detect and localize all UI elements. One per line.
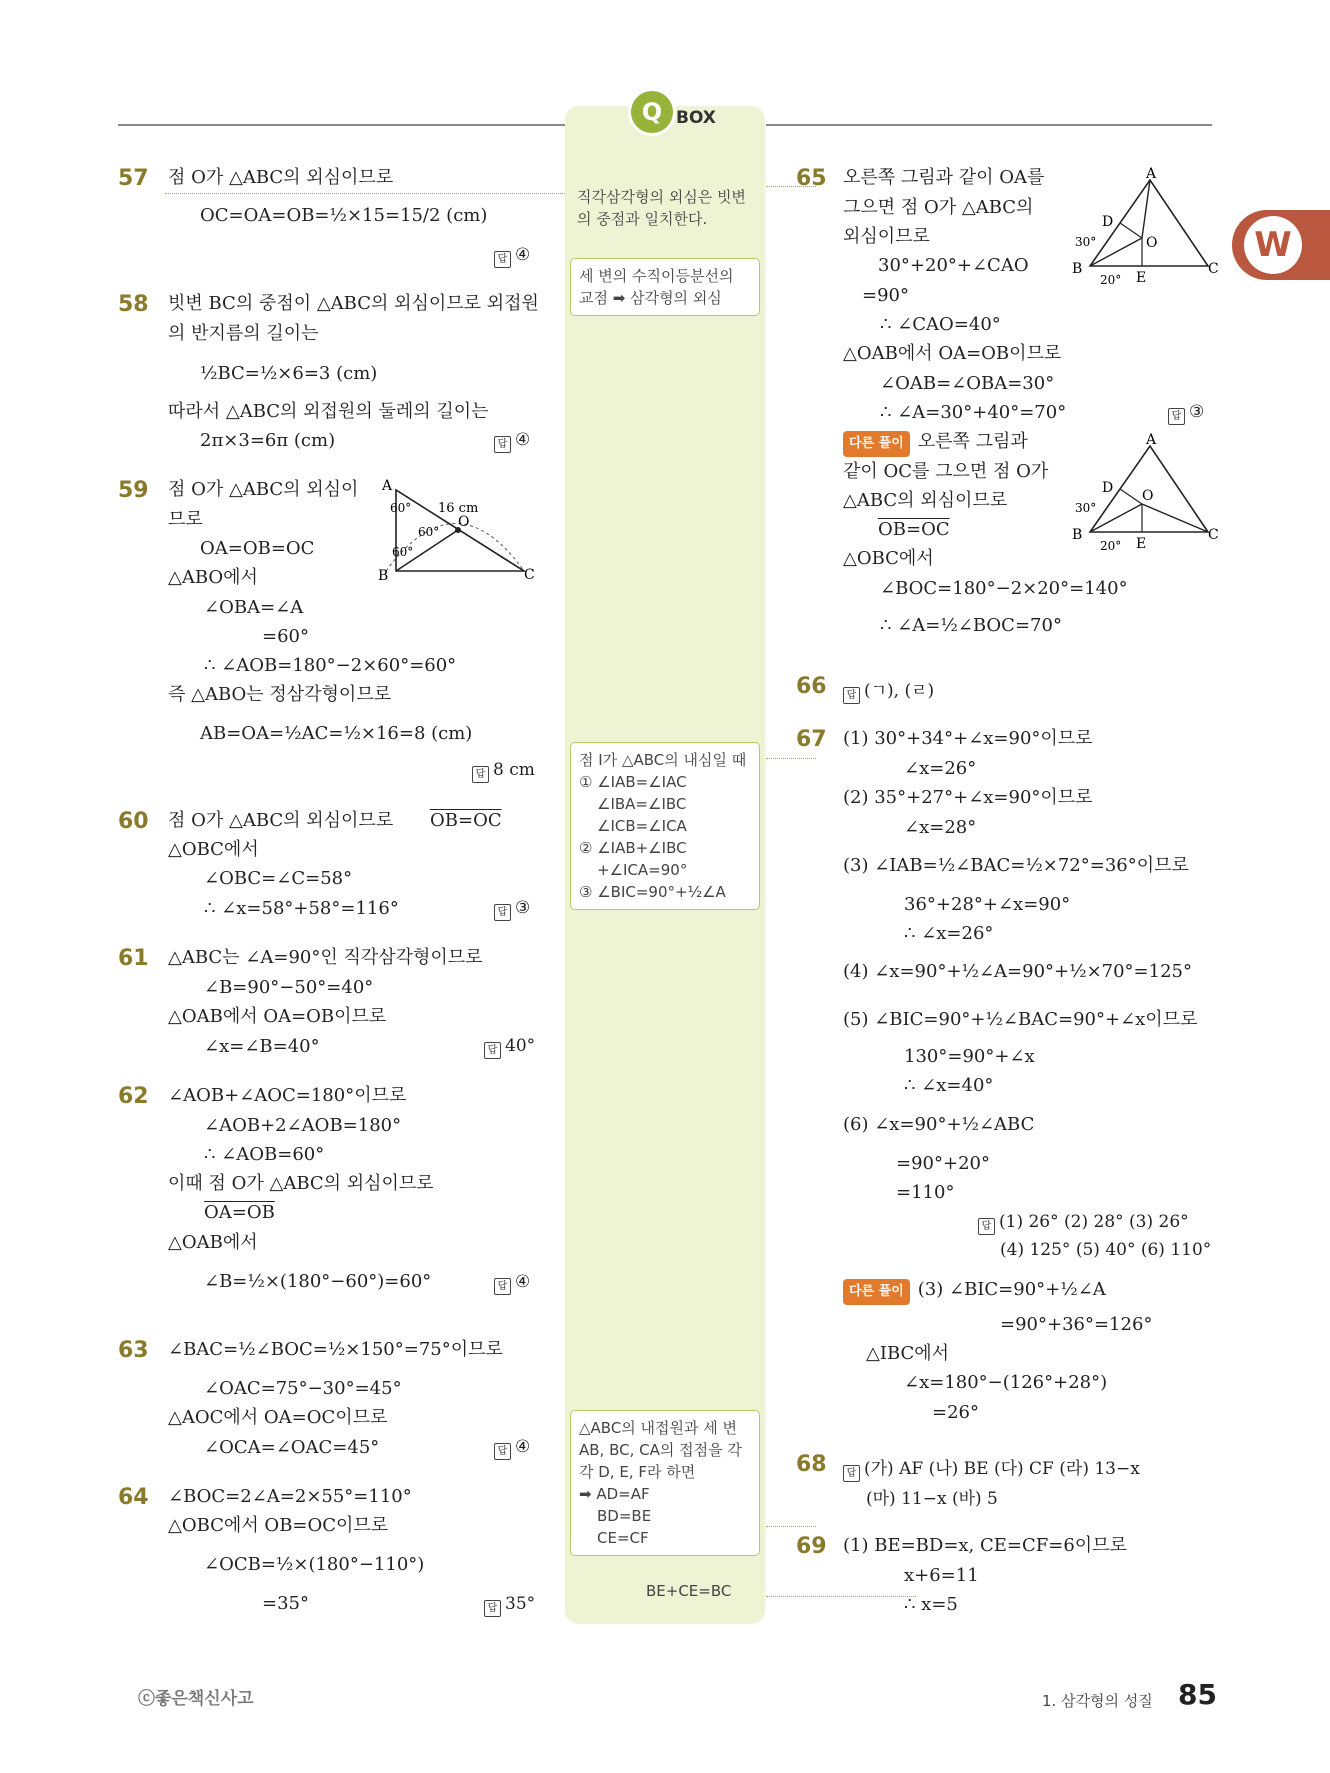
label-b: B — [378, 568, 389, 584]
answer-icon: 답 — [843, 1465, 860, 1482]
solution-line: 30°+20°+∠CAO — [878, 255, 1029, 276]
problem-number: 68 — [796, 1452, 827, 1477]
solution-line: ∠x=26° — [904, 758, 977, 779]
solution-line: (3) ∠IAB=½∠BAC=½×72°=36°이므로 — [843, 855, 1189, 876]
solution-line: =110° — [896, 1182, 955, 1203]
solution-line: ∠OCB=½×(180°−110°) — [204, 1554, 425, 1575]
alt-solution-line: △IBC에서 — [866, 1343, 950, 1364]
problem-number: 62 — [118, 1084, 149, 1109]
solution-line: 이때 점 O가 △ABC의 외심이므로 — [168, 1173, 434, 1194]
solution-line: ∴ ∠AOB=60° — [204, 1144, 325, 1165]
label-d: D — [1102, 214, 1114, 230]
answer-icon: 답 — [1168, 408, 1185, 425]
solution-line: OA=OB=OC — [200, 538, 315, 559]
w-logo-icon: W — [1244, 216, 1302, 274]
answer-continued: (4) 125° (5) 40° (6) 110° — [1000, 1240, 1212, 1260]
segment — [1090, 238, 1142, 266]
answer — [978, 1212, 1189, 1235]
label-angle: 20° — [1100, 273, 1122, 287]
label-angle: 60° — [392, 545, 414, 559]
solution-line: △ABO에서 — [168, 567, 258, 588]
label-length: 16 cm — [438, 501, 479, 516]
alt-solution-line: △OBC에서 — [843, 548, 934, 569]
chapter-title: 1. 삼각형의 성질 — [1042, 1692, 1153, 1710]
label-e: E — [1136, 270, 1147, 286]
answer-value: ③ — [515, 898, 531, 918]
problem-number: 57 — [118, 166, 149, 191]
solution-line: (6) ∠x=90°+½∠ABC — [843, 1114, 1035, 1135]
answer-value: ③ — [1189, 402, 1205, 422]
answer-icon: 답 — [472, 766, 489, 783]
label-angle: 60° — [390, 501, 412, 515]
answer-value: ④ — [515, 430, 531, 450]
page-number: 85 — [1178, 1678, 1217, 1711]
answer — [472, 760, 535, 783]
problem-number: 64 — [118, 1485, 149, 1510]
solution-line: =90°+20° — [896, 1153, 990, 1174]
solution-line: (1) 30°+34°+∠x=90°이므로 — [843, 728, 1093, 749]
answer-value: (가) AF (나) BE (다) CF (라) 13−x — [864, 1459, 1140, 1479]
solution-line: ∠OAB=∠OBA=30° — [880, 373, 1055, 394]
connector — [766, 1596, 916, 1597]
note-line: BD=BE — [597, 1507, 652, 1525]
alt-text: (3) ∠BIC=90°+½∠A — [917, 1279, 1106, 1300]
note-line: ∠ICB=∠ICA — [597, 817, 687, 835]
answer — [494, 1437, 530, 1460]
solution-line: AB=OA=½AC=½×16=8 (cm) — [200, 723, 473, 744]
solution-line: (2) 35°+27°+∠x=90°이므로 — [843, 787, 1093, 808]
solution-line: ∠x=28° — [904, 817, 977, 838]
solution-line: △OAB에서 — [168, 1232, 258, 1253]
label-angle: 60° — [418, 525, 440, 539]
solution-line: △OBC에서 — [168, 839, 259, 860]
answer-value: 35° — [505, 1594, 536, 1614]
solution-line: ∠BOC=2∠A=2×55°=110° — [168, 1486, 412, 1507]
alt-solution-line: △ABC의 외심이므로 — [843, 490, 1008, 511]
label-o: O — [458, 514, 470, 530]
label-d: D — [1102, 480, 1114, 496]
solution-line: (5) ∠BIC=90°+½∠BAC=90°+∠x이므로 — [843, 1009, 1198, 1030]
solution-line: OB=OC — [430, 810, 502, 831]
qbox-note-circumcenter: 직각삼각형의 외심은 빗변의 중점과 일치한다. — [577, 188, 746, 228]
solution-line: (1) BE=BD=x, CE=CF=6이므로 — [843, 1535, 1127, 1556]
answer-icon: 답 — [494, 904, 511, 921]
label-c: C — [1208, 261, 1219, 277]
solution-line: 점 O가 △ABC의 외심이므로 — [168, 810, 394, 831]
answer-icon: 답 — [494, 436, 511, 453]
solution-line: 외심이므로 — [843, 226, 930, 247]
answer-value: (1) 26° (2) 28° (3) 26° — [999, 1212, 1189, 1232]
note-line: 점 I가 △ABC의 내심일 때 — [579, 751, 747, 769]
answer — [843, 676, 934, 704]
solution-line: 그으면 점 O가 △ABC의 — [843, 197, 1034, 218]
problem-number: 69 — [796, 1534, 827, 1559]
label-b: B — [1072, 527, 1083, 543]
note-line: ∠IBA=∠IBC — [597, 795, 687, 813]
solution-line: ∠OCA=∠OAC=45° — [204, 1437, 380, 1458]
solution-line: =35° — [262, 1593, 309, 1614]
publisher-logo: ⓒ좋은책신사고 — [138, 1689, 254, 1709]
label-a: A — [382, 478, 393, 494]
answer-icon: 답 — [494, 1278, 511, 1295]
label-c: C — [524, 567, 535, 583]
qbox-badge-icon: Q — [628, 88, 676, 136]
answer — [494, 245, 530, 268]
top-rule-left — [118, 124, 566, 126]
answer-value: 40° — [505, 1036, 536, 1056]
answer — [843, 1454, 1140, 1482]
solution-line: OA=OB — [204, 1202, 275, 1223]
answer-icon: 답 — [843, 687, 860, 704]
answer-icon: 답 — [484, 1042, 501, 1059]
qbox-note-bisector: 세 변의 수직이등분선의 교점 ➡ 삼각형의 외심 — [570, 258, 760, 316]
label-angle: 30° — [1075, 501, 1097, 515]
solution-line: =90° — [862, 285, 909, 306]
problem-number: 60 — [118, 809, 149, 834]
alt-solution-line: =90°+36°=126° — [1000, 1314, 1153, 1335]
solution-line: ∠AOB+∠AOC=180°이므로 — [168, 1085, 407, 1106]
answer-icon: 답 — [494, 1443, 511, 1460]
segment — [1120, 489, 1142, 504]
qbox-note-sum: BE+CE=BC — [646, 1582, 732, 1600]
qbox-note-incircle — [570, 1410, 760, 1556]
label-c: C — [1208, 527, 1219, 543]
solution-line: △AOC에서 OA=OC이므로 — [168, 1407, 388, 1428]
answer-icon: 답 — [484, 1600, 501, 1617]
solution-line: ∴ ∠CAO=40° — [880, 314, 1001, 335]
segment — [1120, 223, 1142, 238]
solution-line: △OBC에서 OB=OC이므로 — [168, 1515, 389, 1536]
problem-number: 65 — [796, 166, 827, 191]
triangle-figure-59 — [376, 476, 536, 586]
label-b: B — [1072, 261, 1083, 277]
answer-value: ④ — [515, 245, 531, 265]
problem-number: 63 — [118, 1338, 149, 1363]
solution-line: 빗변 BC의 중점이 △ABC의 외심이므로 외접원 — [168, 293, 539, 314]
solution-line: ∠OBA=∠A — [204, 597, 304, 618]
solution-line: ∠B=½×(180°−60°)=60° — [204, 1271, 432, 1292]
solution-line: ∴ x=5 — [904, 1594, 958, 1615]
alt-solution-line: ∠x=180°−(126°+28°) — [904, 1372, 1108, 1393]
answer — [494, 1272, 530, 1295]
answer — [484, 1036, 535, 1059]
answer — [1168, 402, 1204, 425]
answer-icon: 답 — [494, 251, 511, 268]
solution-line: 의 반지름의 길이는 — [168, 323, 319, 344]
alt-solution-line — [843, 430, 1028, 457]
answer-icon: 답 — [978, 1218, 995, 1235]
note-line: ➡ AD=AF — [579, 1485, 650, 1503]
connector — [766, 1526, 816, 1527]
label-a: A — [1146, 166, 1157, 182]
note-line: ① ∠IAB=∠IAC — [579, 773, 687, 791]
solution-line: 점 O가 △ABC의 외심이므로 — [168, 167, 394, 188]
solution-line: ∠B=90°−50°=40° — [204, 977, 374, 998]
answer — [494, 898, 530, 921]
label-angle: 30° — [1075, 235, 1097, 249]
segment — [1090, 504, 1142, 532]
connector — [766, 758, 816, 759]
alt-text: 오른쪽 그림과 — [917, 431, 1028, 452]
problem-number: 59 — [118, 478, 149, 503]
solution-line: ∠OBC=∠C=58° — [204, 868, 353, 889]
solution-line: ½BC=½×6=3 (cm) — [200, 363, 378, 384]
solution-line: =60° — [262, 626, 309, 647]
triangle-figure-65-alt — [1070, 432, 1220, 556]
answer-value: ④ — [515, 1437, 531, 1457]
solution-line: 므로 — [168, 509, 203, 530]
solution-line: 따라서 △ABC의 외접원의 둘레의 길이는 — [168, 401, 489, 422]
solution-line: 130°=90°+∠x — [904, 1046, 1035, 1067]
answer-value: (ㄱ), (ㄹ) — [864, 681, 935, 701]
solution-line: ∴ ∠x=40° — [904, 1075, 994, 1096]
alt-solution-line: ∴ ∠A=½∠BOC=70° — [880, 615, 1062, 636]
note-line: ② ∠IAB+∠IBC — [579, 839, 687, 857]
solution-line: ∠OAC=75°−30°=45° — [204, 1378, 402, 1399]
alt-solution-label: 다른 풀이 — [843, 431, 910, 457]
triangle-figure-65 — [1070, 166, 1220, 290]
problem-number: 66 — [796, 674, 827, 699]
note-line: CE=CF — [597, 1529, 649, 1547]
solution-line: △ABC는 ∠A=90°인 직각삼각형이므로 — [168, 947, 483, 968]
problem-number: 61 — [118, 946, 149, 971]
solution-line: ∴ ∠x=58°+58°=116° — [204, 898, 399, 919]
label-angle: 20° — [1100, 539, 1122, 553]
alt-solution-line: 같이 OC를 그으면 점 O가 — [843, 461, 1049, 482]
alt-solution-line: =26° — [932, 1402, 979, 1423]
label-a: A — [1146, 432, 1157, 448]
answer-value: ④ — [515, 1272, 531, 1292]
solution-line: ∠AOB+2∠AOB=180° — [204, 1115, 402, 1136]
label-o: O — [1142, 488, 1154, 504]
solution-line: 점 O가 △ABC의 외심이 — [168, 479, 359, 500]
solution-line: 즉 △ABO는 정삼각형이므로 — [168, 684, 392, 705]
note-line: △ABC의 내접원과 세 변 AB, BC, CA의 접점을 각각 D, E, F라 하면 — [579, 1419, 742, 1481]
top-rule-right — [766, 124, 1212, 126]
solution-line: OC=OA=OB=½×15=15/2 (cm) — [200, 205, 488, 226]
solution-line: (4) ∠x=90°+½∠A=90°+½×70°=125° — [843, 961, 1192, 982]
connector — [165, 193, 565, 194]
solution-line: 36°+28°+∠x=90° — [904, 894, 1071, 915]
label-o: O — [1146, 235, 1158, 251]
label-e: E — [1136, 536, 1147, 552]
alt-solution-line: ∠BOC=180°−2×20°=140° — [880, 578, 1128, 599]
problem-number: 67 — [796, 727, 827, 752]
note-line: ③ ∠BIC=90°+½∠A — [579, 883, 726, 901]
answer-value: 8 cm — [493, 760, 535, 780]
solution-line: ∠BAC=½∠BOC=½×150°=75°이므로 — [168, 1339, 503, 1360]
solution-line: x+6=11 — [904, 1565, 979, 1586]
solution-line: ∴ ∠x=26° — [904, 923, 994, 944]
qbox-title: BOX — [676, 108, 716, 128]
solution-line: ∠x=∠B=40° — [204, 1036, 320, 1057]
problem-number: 58 — [118, 292, 149, 317]
answer — [484, 1594, 535, 1617]
answer-continued: (마) 11−x (바) 5 — [866, 1489, 998, 1509]
alt-solution-line: OB=OC — [878, 519, 950, 540]
qbox-note-incenter — [570, 742, 760, 910]
solution-line: ∴ ∠A=30°+40°=70° — [880, 402, 1067, 423]
solution-line: ∴ ∠AOB=180°−2×60°=60° — [204, 655, 457, 676]
solution-line: △OAB에서 OA=OB이므로 — [843, 343, 1062, 364]
solution-line: △OAB에서 OA=OB이므로 — [168, 1006, 387, 1027]
alt-solution-line — [843, 1278, 1106, 1305]
solution-line: 2π×3=6π (cm) — [200, 430, 336, 451]
alt-solution-label: 다른 풀이 — [843, 1279, 910, 1305]
note-line: +∠ICA=90° — [597, 861, 688, 879]
answer — [494, 430, 530, 453]
solution-line: 오른쪽 그림과 같이 OA를 — [843, 167, 1045, 188]
